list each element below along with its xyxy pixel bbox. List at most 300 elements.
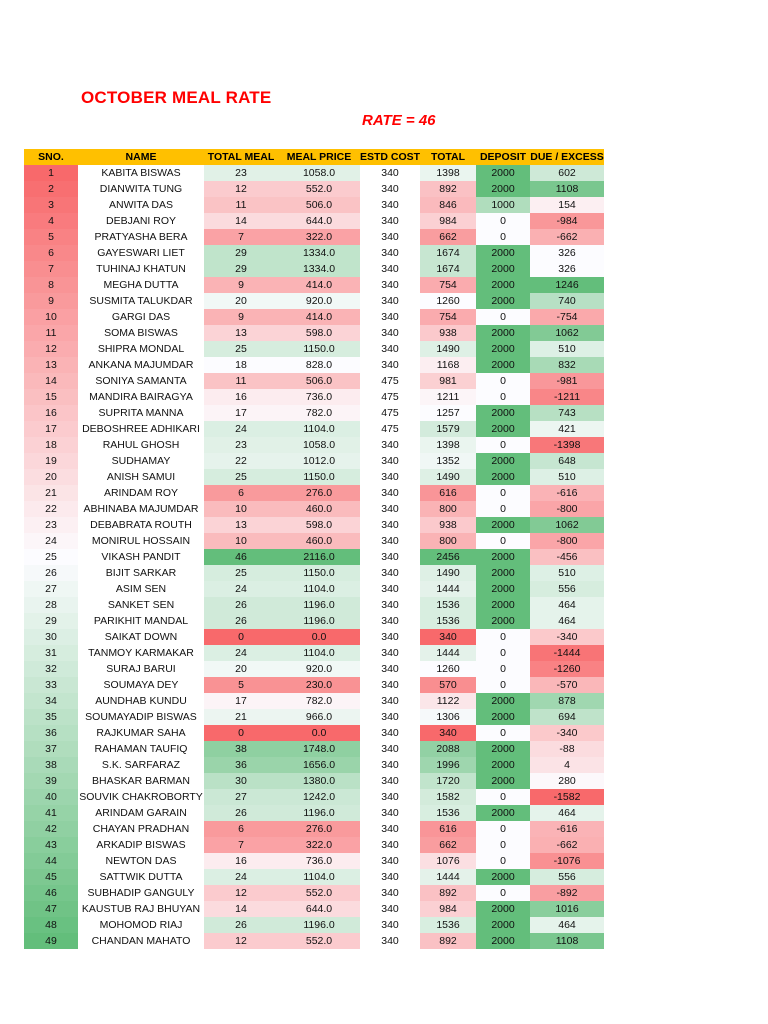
cell-sno: 46 [24, 885, 78, 901]
cell-name: TUHINAJ KHATUN [96, 263, 186, 275]
cell-due-excess: -662 [530, 837, 604, 853]
cell-total: 1536 [420, 805, 476, 821]
cell-estd-cost: 340 [381, 183, 399, 195]
cell-name: SOMA BISWAS [104, 327, 178, 339]
cell-sno: 14 [24, 373, 78, 389]
header-sno: SNO. [24, 149, 78, 165]
cell-due-excess: 326 [530, 261, 604, 277]
cell-meal-price: 1656.0 [278, 757, 360, 773]
cell-total-meal: 46 [204, 549, 278, 565]
cell-total-meal: 21 [204, 709, 278, 725]
table-row [24, 245, 604, 261]
cell-name: SATTWIK DUTTA [99, 871, 183, 883]
cell-sno: 26 [24, 565, 78, 581]
cell-sno: 33 [24, 677, 78, 693]
cell-deposit: 0 [476, 885, 530, 901]
cell-name: SAIKAT DOWN [104, 631, 178, 643]
header-total-meal: TOTAL MEAL [204, 149, 278, 165]
cell-estd-cost: 340 [381, 551, 399, 563]
cell-meal-price: 736.0 [278, 389, 360, 405]
table-row [24, 501, 604, 517]
cell-sno: 16 [24, 405, 78, 421]
cell-total-meal: 17 [204, 405, 278, 421]
cell-total: 1444 [420, 581, 476, 597]
cell-name: SUDHAMAY [111, 455, 171, 467]
cell-estd-cost: 340 [381, 567, 399, 579]
cell-due-excess: 556 [530, 869, 604, 885]
header-meal-price: MEAL PRICE [278, 149, 360, 165]
cell-total-meal: 24 [204, 581, 278, 597]
cell-name: VIKASH PANDIT [101, 551, 181, 563]
cell-sno: 12 [24, 341, 78, 357]
cell-meal-price: 506.0 [278, 373, 360, 389]
cell-meal-price: 1150.0 [278, 341, 360, 357]
cell-meal-price: 0.0 [278, 629, 360, 645]
cell-estd-cost: 340 [381, 791, 399, 803]
cell-name: GARGI DAS [111, 311, 171, 323]
cell-name: KAUSTUB RAJ BHUYAN [81, 903, 201, 915]
cell-deposit: 2000 [476, 293, 530, 309]
header-estd-cost: ESTD COST [360, 151, 420, 163]
cell-total-meal: 11 [204, 373, 278, 389]
cell-total-meal: 26 [204, 805, 278, 821]
cell-total-meal: 18 [204, 357, 278, 373]
cell-sno: 48 [24, 917, 78, 933]
cell-due-excess: 510 [530, 565, 604, 581]
cell-total-meal: 12 [204, 885, 278, 901]
header-due-excess: DUE / EXCESS [530, 151, 604, 163]
cell-meal-price: 1150.0 [278, 565, 360, 581]
cell-meal-price: 828.0 [278, 357, 360, 373]
cell-due-excess: -754 [530, 309, 604, 325]
cell-estd-cost: 340 [381, 231, 399, 243]
cell-name: DEBOSHREE ADHIKARI [82, 423, 200, 435]
cell-total: 754 [420, 277, 476, 293]
cell-total-meal: 24 [204, 421, 278, 437]
cell-due-excess: -88 [530, 741, 604, 757]
cell-sno: 4 [24, 213, 78, 229]
cell-total: 1260 [420, 661, 476, 677]
table-row [24, 869, 604, 885]
cell-due-excess: -340 [530, 725, 604, 741]
table-row [24, 693, 604, 709]
cell-meal-price: 1242.0 [278, 789, 360, 805]
cell-total: 846 [420, 197, 476, 213]
cell-meal-price: 1058.0 [278, 437, 360, 453]
cell-total: 892 [420, 885, 476, 901]
cell-sno: 20 [24, 469, 78, 485]
table-row [24, 629, 604, 645]
cell-meal-price: 322.0 [278, 837, 360, 853]
cell-due-excess: -981 [530, 373, 604, 389]
cell-due-excess: 464 [530, 805, 604, 821]
cell-total: 662 [420, 229, 476, 245]
cell-deposit: 0 [476, 437, 530, 453]
cell-deposit: 0 [476, 501, 530, 517]
cell-estd-cost: 340 [381, 215, 399, 227]
cell-name: ANWITA DAS [109, 199, 173, 211]
cell-meal-price: 0.0 [278, 725, 360, 741]
cell-sno: 47 [24, 901, 78, 917]
cell-total: 570 [420, 677, 476, 693]
cell-estd-cost: 340 [381, 695, 399, 707]
cell-meal-price: 322.0 [278, 229, 360, 245]
cell-deposit: 0 [476, 645, 530, 661]
cell-deposit: 2000 [476, 277, 530, 293]
cell-total: 1444 [420, 645, 476, 661]
cell-deposit: 0 [476, 485, 530, 501]
cell-due-excess: 743 [530, 405, 604, 421]
cell-meal-price: 1196.0 [278, 597, 360, 613]
table-row [24, 597, 604, 613]
cell-estd-cost: 340 [381, 439, 399, 451]
cell-total: 1720 [420, 773, 476, 789]
table-row [24, 725, 604, 741]
cell-name: NEWTON DAS [105, 855, 177, 867]
table-row [24, 437, 604, 453]
cell-name: MANDIRA BAIRAGYA [89, 391, 193, 403]
cell-sno: 36 [24, 725, 78, 741]
cell-meal-price: 276.0 [278, 485, 360, 501]
cell-estd-cost: 340 [381, 631, 399, 643]
cell-name: AUNDHAB KUNDU [95, 695, 187, 707]
cell-due-excess: 4 [530, 757, 604, 773]
cell-estd-cost: 340 [381, 807, 399, 819]
cell-estd-cost: 340 [381, 311, 399, 323]
cell-estd-cost: 340 [381, 359, 399, 371]
cell-name: ANKANA MAJUMDAR [88, 359, 194, 371]
cell-name: TANMOY KARMAKAR [88, 647, 194, 659]
cell-name: KABITA BISWAS [101, 167, 181, 179]
cell-sno: 10 [24, 309, 78, 325]
cell-name: ASIM SEN [115, 583, 167, 595]
cell-total: 1579 [420, 421, 476, 437]
cell-name: DEBJANI ROY [105, 215, 176, 227]
cell-deposit: 0 [476, 661, 530, 677]
cell-name: SOUMAYA DEY [103, 679, 179, 691]
cell-sno: 42 [24, 821, 78, 837]
cell-deposit: 2000 [476, 597, 530, 613]
table-row [24, 389, 604, 405]
cell-due-excess: -984 [530, 213, 604, 229]
cell-name: BHASKAR BARMAN [91, 775, 191, 787]
cell-sno: 15 [24, 389, 78, 405]
cell-estd-cost: 340 [381, 535, 399, 547]
cell-sno: 40 [24, 789, 78, 805]
cell-total-meal: 6 [204, 821, 278, 837]
cell-meal-price: 2116.0 [278, 549, 360, 565]
cell-name: PRATYASHA BERA [94, 231, 188, 243]
cell-due-excess: 1108 [530, 933, 604, 949]
cell-total: 1122 [420, 693, 476, 709]
cell-total: 892 [420, 181, 476, 197]
cell-sno: 18 [24, 437, 78, 453]
cell-sno: 17 [24, 421, 78, 437]
cell-name: SURAJ BARUI [106, 663, 176, 675]
cell-due-excess: 1016 [530, 901, 604, 917]
cell-total: 1306 [420, 709, 476, 725]
cell-due-excess: 464 [530, 597, 604, 613]
cell-estd-cost: 340 [381, 199, 399, 211]
cell-total: 1996 [420, 757, 476, 773]
cell-deposit: 2000 [476, 357, 530, 373]
cell-due-excess: 1062 [530, 517, 604, 533]
cell-sno: 5 [24, 229, 78, 245]
table-row [24, 661, 604, 677]
header-row [24, 149, 604, 165]
table-row [24, 917, 604, 933]
cell-due-excess: -616 [530, 821, 604, 837]
table-row [24, 773, 604, 789]
cell-name: SOUMAYADIP BISWAS [85, 711, 197, 723]
cell-due-excess: 421 [530, 421, 604, 437]
cell-total-meal: 14 [204, 901, 278, 917]
cell-estd-cost: 340 [381, 903, 399, 915]
table-row [24, 853, 604, 869]
cell-due-excess: -892 [530, 885, 604, 901]
cell-total: 1260 [420, 293, 476, 309]
cell-deposit: 0 [476, 309, 530, 325]
cell-total: 1444 [420, 869, 476, 885]
cell-total-meal: 22 [204, 453, 278, 469]
cell-total: 800 [420, 501, 476, 517]
cell-sno: 49 [24, 933, 78, 949]
cell-estd-cost: 340 [381, 343, 399, 355]
cell-sno: 24 [24, 533, 78, 549]
cell-deposit: 2000 [476, 469, 530, 485]
cell-sno: 34 [24, 693, 78, 709]
cell-total: 1352 [420, 453, 476, 469]
cell-sno: 43 [24, 837, 78, 853]
table-body [24, 165, 604, 949]
cell-deposit: 2000 [476, 549, 530, 565]
table-row [24, 341, 604, 357]
cell-sno: 25 [24, 549, 78, 565]
cell-estd-cost: 340 [381, 727, 399, 739]
cell-meal-price: 1012.0 [278, 453, 360, 469]
cell-meal-price: 598.0 [278, 325, 360, 341]
cell-name: SANKET SEN [107, 599, 175, 611]
cell-due-excess: 832 [530, 357, 604, 373]
cell-total: 1490 [420, 341, 476, 357]
cell-total-meal: 16 [204, 853, 278, 869]
cell-deposit: 2000 [476, 581, 530, 597]
table-row [24, 373, 604, 389]
cell-estd-cost: 340 [381, 759, 399, 771]
cell-meal-price: 1196.0 [278, 805, 360, 821]
cell-deposit: 2000 [476, 693, 530, 709]
cell-total-meal: 9 [204, 277, 278, 293]
cell-due-excess: 154 [530, 197, 604, 213]
cell-estd-cost: 340 [381, 647, 399, 659]
cell-name: ANISH SAMUI [106, 471, 176, 483]
cell-due-excess: 510 [530, 341, 604, 357]
cell-due-excess: -340 [530, 629, 604, 645]
cell-total: 892 [420, 933, 476, 949]
cell-estd-cost: 340 [381, 487, 399, 499]
cell-meal-price: 552.0 [278, 933, 360, 949]
cell-total-meal: 0 [204, 629, 278, 645]
cell-sno: 1 [24, 165, 78, 181]
rate-label: RATE = 46 [362, 112, 436, 129]
cell-total: 1674 [420, 245, 476, 261]
cell-deposit: 0 [476, 725, 530, 741]
cell-name: ARKADIP BISWAS [96, 839, 186, 851]
cell-sno: 35 [24, 709, 78, 725]
cell-estd-cost: 340 [381, 679, 399, 691]
cell-deposit: 2000 [476, 517, 530, 533]
cell-due-excess: 556 [530, 581, 604, 597]
cell-total: 616 [420, 821, 476, 837]
cell-meal-price: 460.0 [278, 533, 360, 549]
cell-total: 1257 [420, 405, 476, 421]
table-row [24, 469, 604, 485]
cell-meal-price: 782.0 [278, 693, 360, 709]
cell-name: DIANWITA TUNG [99, 183, 183, 195]
cell-total: 1536 [420, 917, 476, 933]
cell-due-excess: 510 [530, 469, 604, 485]
cell-total-meal: 10 [204, 501, 278, 517]
cell-total-meal: 23 [204, 165, 278, 181]
cell-due-excess: 280 [530, 773, 604, 789]
table-row [24, 645, 604, 661]
cell-total: 340 [420, 629, 476, 645]
cell-total-meal: 29 [204, 245, 278, 261]
cell-due-excess: -570 [530, 677, 604, 693]
cell-name: S.K. SARFARAZ [101, 759, 181, 771]
cell-meal-price: 506.0 [278, 197, 360, 213]
cell-estd-cost: 340 [381, 743, 399, 755]
table-row [24, 517, 604, 533]
cell-meal-price: 1748.0 [278, 741, 360, 757]
cell-sno: 21 [24, 485, 78, 501]
cell-deposit: 2000 [476, 261, 530, 277]
cell-estd-cost: 340 [381, 279, 399, 291]
cell-due-excess: -1076 [530, 853, 604, 869]
cell-deposit: 2000 [476, 709, 530, 725]
cell-estd-cost: 340 [381, 327, 399, 339]
table-row [24, 581, 604, 597]
cell-total-meal: 24 [204, 645, 278, 661]
cell-meal-price: 1058.0 [278, 165, 360, 181]
cell-meal-price: 552.0 [278, 181, 360, 197]
cell-total: 1536 [420, 613, 476, 629]
cell-meal-price: 920.0 [278, 293, 360, 309]
cell-sno: 30 [24, 629, 78, 645]
cell-total-meal: 23 [204, 437, 278, 453]
table-row [24, 757, 604, 773]
cell-sno: 31 [24, 645, 78, 661]
table-row [24, 325, 604, 341]
cell-estd-cost: 340 [381, 503, 399, 515]
cell-sno: 29 [24, 613, 78, 629]
cell-estd-cost: 340 [381, 711, 399, 723]
cell-total: 1582 [420, 789, 476, 805]
cell-due-excess: -616 [530, 485, 604, 501]
cell-estd-cost: 340 [381, 599, 399, 611]
cell-deposit: 0 [476, 213, 530, 229]
sheet-title: OCTOBER MEAL RATE [81, 88, 272, 107]
cell-total: 1490 [420, 565, 476, 581]
table-row [24, 741, 604, 757]
cell-total-meal: 9 [204, 309, 278, 325]
cell-estd-cost: 340 [381, 295, 399, 307]
cell-deposit: 2000 [476, 181, 530, 197]
cell-total-meal: 14 [204, 213, 278, 229]
cell-total-meal: 25 [204, 565, 278, 581]
cell-due-excess: -800 [530, 533, 604, 549]
cell-total-meal: 26 [204, 613, 278, 629]
cell-total: 1211 [420, 389, 476, 405]
cell-total: 1490 [420, 469, 476, 485]
cell-meal-price: 966.0 [278, 709, 360, 725]
table-row [24, 821, 604, 837]
cell-sno: 2 [24, 181, 78, 197]
table-row [24, 805, 604, 821]
cell-estd-cost: 340 [381, 823, 399, 835]
cell-meal-price: 782.0 [278, 405, 360, 421]
cell-meal-price: 230.0 [278, 677, 360, 693]
cell-total: 984 [420, 213, 476, 229]
cell-total: 754 [420, 309, 476, 325]
cell-sno: 28 [24, 597, 78, 613]
cell-total-meal: 7 [204, 837, 278, 853]
cell-estd-cost: 475 [381, 407, 399, 419]
cell-total-meal: 11 [204, 197, 278, 213]
table-row [24, 181, 604, 197]
cell-estd-cost: 475 [381, 375, 399, 387]
cell-deposit: 2000 [476, 245, 530, 261]
cell-total-meal: 10 [204, 533, 278, 549]
cell-due-excess: 694 [530, 709, 604, 725]
cell-meal-price: 414.0 [278, 277, 360, 293]
table-row [24, 549, 604, 565]
cell-deposit: 2000 [476, 917, 530, 933]
table-row [24, 421, 604, 437]
cell-total-meal: 5 [204, 677, 278, 693]
cell-due-excess: 464 [530, 917, 604, 933]
cell-due-excess: 1246 [530, 277, 604, 293]
cell-meal-price: 1150.0 [278, 469, 360, 485]
cell-deposit: 0 [476, 821, 530, 837]
header-total: TOTAL [420, 149, 476, 165]
cell-sno: 13 [24, 357, 78, 373]
cell-name: RAHUL GHOSH [102, 439, 180, 451]
cell-deposit: 2000 [476, 805, 530, 821]
cell-name: ARINDAM GARAIN [95, 807, 187, 819]
cell-due-excess: -662 [530, 229, 604, 245]
cell-meal-price: 1380.0 [278, 773, 360, 789]
cell-name: RAHAMAN TAUFIQ [94, 743, 188, 755]
cell-total-meal: 17 [204, 693, 278, 709]
cell-name: CHANDAN MAHATO [91, 935, 191, 947]
cell-due-excess: 602 [530, 165, 604, 181]
cell-deposit: 0 [476, 837, 530, 853]
cell-meal-price: 1196.0 [278, 613, 360, 629]
cell-meal-price: 1104.0 [278, 869, 360, 885]
cell-sno: 45 [24, 869, 78, 885]
table-row [24, 277, 604, 293]
cell-estd-cost: 340 [381, 855, 399, 867]
table-row [24, 933, 604, 949]
table-row [24, 453, 604, 469]
cell-due-excess: 740 [530, 293, 604, 309]
cell-total-meal: 16 [204, 389, 278, 405]
header-name: NAME [78, 149, 204, 165]
cell-deposit: 2000 [476, 869, 530, 885]
cell-deposit: 2000 [476, 565, 530, 581]
cell-total-meal: 38 [204, 741, 278, 757]
